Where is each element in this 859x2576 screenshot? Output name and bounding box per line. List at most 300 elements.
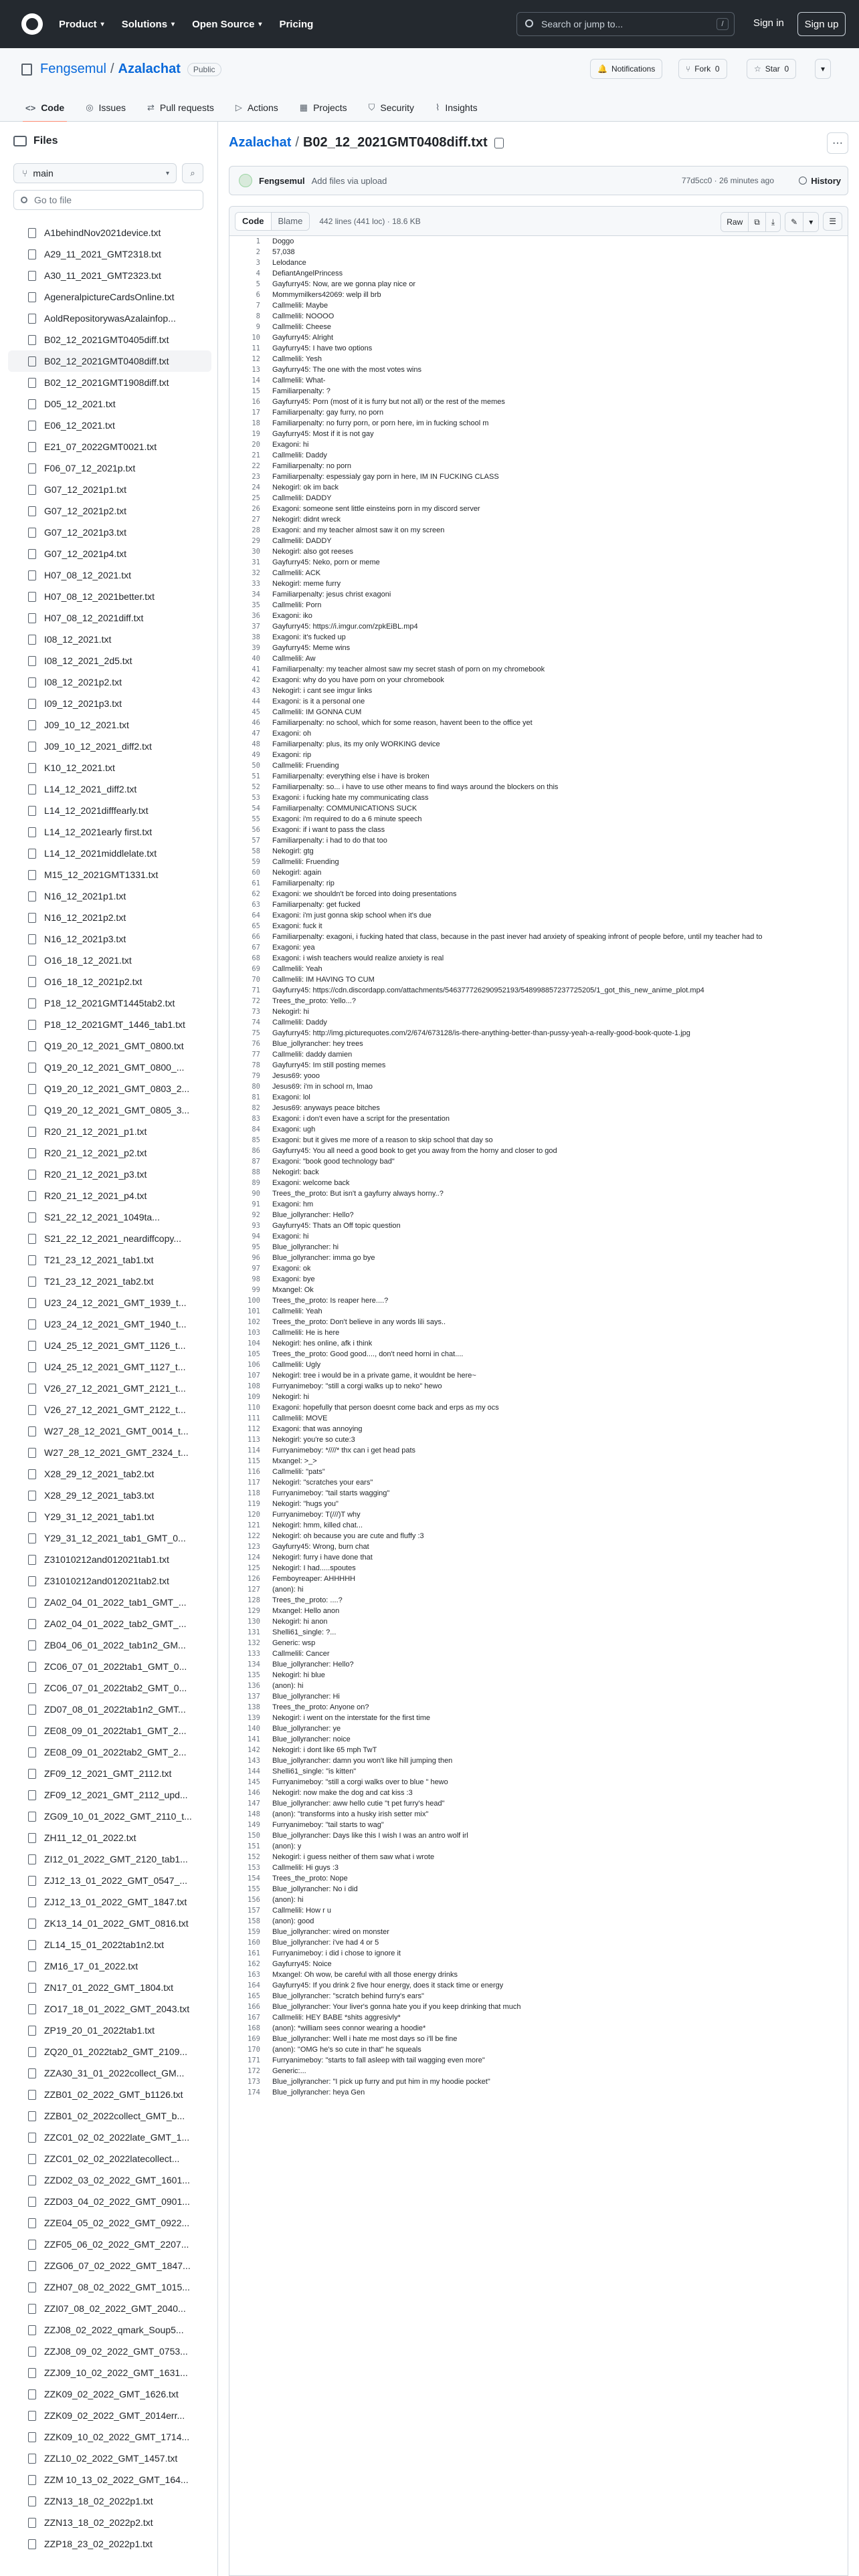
line-number[interactable]: 58: [252, 847, 260, 855]
file-tree-item[interactable]: [8, 714, 211, 736]
line-number[interactable]: 31: [252, 558, 260, 566]
file-tree-item[interactable]: [8, 1848, 211, 1870]
commit-message[interactable]: Add files via upload: [311, 175, 387, 186]
repo-name-link[interactable]: Azalachat: [118, 62, 181, 76]
line-number[interactable]: 92: [252, 1211, 260, 1219]
line-number[interactable]: 96: [252, 1254, 260, 1262]
line-number[interactable]: 64: [252, 911, 260, 920]
file-tree-item[interactable]: [8, 1955, 211, 1977]
file-tree-item[interactable]: [8, 2084, 211, 2105]
nav-open-source[interactable]: Open Source ▾: [192, 18, 262, 30]
file-tree-item[interactable]: [8, 1057, 211, 1078]
nav-pricing[interactable]: Pricing: [279, 18, 314, 30]
file-tree-item[interactable]: [8, 607, 211, 629]
file-tree-item[interactable]: [8, 1677, 211, 1699]
line-number[interactable]: 6: [256, 291, 260, 299]
history-link[interactable]: History: [799, 176, 841, 186]
line-number[interactable]: 35: [252, 601, 260, 609]
line-number[interactable]: 153: [248, 1864, 260, 1872]
file-tree-item[interactable]: [8, 522, 211, 543]
file-tree-item[interactable]: [8, 1185, 211, 1206]
line-number[interactable]: 77: [252, 1051, 260, 1059]
line-number[interactable]: 162: [248, 1960, 260, 1968]
file-tree-item[interactable]: [8, 479, 211, 500]
line-number[interactable]: 46: [252, 719, 260, 727]
file-tree-item[interactable]: [8, 1570, 211, 1592]
commit-author[interactable]: Fengsemul: [259, 175, 305, 186]
line-number[interactable]: 34: [252, 591, 260, 599]
line-number[interactable]: 85: [252, 1136, 260, 1144]
file-tree-item[interactable]: [8, 2234, 211, 2255]
line-number[interactable]: 11: [252, 344, 260, 352]
line-number[interactable]: 8: [256, 312, 260, 320]
line-number[interactable]: 36: [252, 612, 260, 620]
file-tree-item[interactable]: [8, 778, 211, 800]
line-number[interactable]: 137: [248, 1693, 260, 1701]
line-number[interactable]: 102: [248, 1318, 260, 1326]
file-tree-item[interactable]: [8, 1228, 211, 1249]
file-tree-item[interactable]: [8, 1720, 211, 1741]
line-number[interactable]: 32: [252, 569, 260, 577]
sign-up-button[interactable]: Sign up: [797, 12, 846, 36]
line-number[interactable]: 33: [252, 580, 260, 588]
file-tree-item[interactable]: [8, 1164, 211, 1185]
code-view-button[interactable]: Code: [235, 213, 272, 230]
line-number[interactable]: 60: [252, 869, 260, 877]
tab-actions[interactable]: ▷ Actions: [235, 102, 278, 113]
file-tree-item[interactable]: [8, 2426, 211, 2448]
line-number[interactable]: 115: [248, 1457, 260, 1465]
line-number[interactable]: 150: [248, 1832, 260, 1840]
line-number[interactable]: 152: [248, 1853, 260, 1861]
file-tree-item[interactable]: [8, 393, 211, 415]
tab-code[interactable]: <> Code: [17, 94, 72, 122]
line-number[interactable]: 50: [252, 762, 260, 770]
line-number[interactable]: 42: [252, 676, 260, 684]
line-number[interactable]: 122: [248, 1532, 260, 1540]
file-tree-item[interactable]: [8, 2276, 211, 2298]
file-tree-item[interactable]: [8, 500, 211, 522]
line-number[interactable]: 104: [248, 1339, 260, 1348]
line-number[interactable]: 113: [248, 1436, 260, 1444]
line-number[interactable]: 173: [248, 2078, 260, 2086]
line-number[interactable]: 103: [248, 1329, 260, 1337]
line-number[interactable]: 74: [252, 1018, 260, 1027]
file-tree-item[interactable]: [8, 950, 211, 971]
file-tree-item[interactable]: [8, 243, 211, 265]
line-number[interactable]: 84: [252, 1125, 260, 1134]
file-tree-item[interactable]: [8, 1549, 211, 1570]
file-tree-item[interactable]: [8, 1806, 211, 1827]
file-tree-item[interactable]: [8, 1313, 211, 1335]
download-button[interactable]: [766, 213, 780, 231]
file-tree-item[interactable]: [8, 2448, 211, 2469]
line-number[interactable]: 163: [248, 1971, 260, 1979]
line-number[interactable]: 123: [248, 1543, 260, 1551]
line-number[interactable]: 139: [248, 1714, 260, 1722]
file-tree-item[interactable]: [8, 222, 211, 243]
file-tree-item[interactable]: [8, 885, 211, 907]
line-number[interactable]: 62: [252, 890, 260, 898]
line-number[interactable]: 151: [248, 1842, 260, 1850]
line-number[interactable]: 106: [248, 1361, 260, 1369]
file-tree-item[interactable]: [8, 350, 211, 372]
file-tree-item[interactable]: [8, 2469, 211, 2490]
star-dropdown-button[interactable]: [815, 59, 831, 79]
line-number[interactable]: 117: [248, 1479, 260, 1487]
line-number[interactable]: 45: [252, 708, 260, 716]
line-number[interactable]: 5: [256, 280, 260, 288]
line-number[interactable]: 53: [252, 794, 260, 802]
line-number[interactable]: 146: [248, 1789, 260, 1797]
file-tree-item[interactable]: [8, 1763, 211, 1784]
file-tree-item[interactable]: [8, 1784, 211, 1806]
blame-view-button[interactable]: Blame: [272, 213, 310, 230]
tab-insights[interactable]: ⌇ Insights: [435, 102, 478, 113]
fork-button[interactable]: ⑂ Fork 0: [678, 59, 727, 79]
line-number[interactable]: 86: [252, 1147, 260, 1155]
repo-owner-link[interactable]: Fengsemul: [40, 62, 106, 76]
file-tree-item[interactable]: [8, 2169, 211, 2191]
line-number[interactable]: 156: [248, 1896, 260, 1904]
file-tree-item[interactable]: [8, 2041, 211, 2062]
file-tree-item[interactable]: [8, 2212, 211, 2234]
line-number[interactable]: 19: [252, 430, 260, 438]
line-number[interactable]: 98: [252, 1275, 260, 1283]
line-number[interactable]: 128: [248, 1596, 260, 1604]
file-tree-item[interactable]: [8, 2362, 211, 2383]
line-number[interactable]: 57: [252, 837, 260, 845]
line-number[interactable]: 90: [252, 1190, 260, 1198]
line-number[interactable]: 72: [252, 997, 260, 1005]
line-number[interactable]: 94: [252, 1232, 260, 1241]
line-number[interactable]: 130: [248, 1618, 260, 1626]
file-tree-item[interactable]: [8, 629, 211, 650]
line-number[interactable]: 108: [248, 1382, 260, 1390]
file-tree-item[interactable]: [8, 564, 211, 586]
file-tree-item[interactable]: [8, 1827, 211, 1848]
line-number[interactable]: 141: [248, 1735, 260, 1743]
file-tree-item[interactable]: [8, 265, 211, 286]
line-number[interactable]: 67: [252, 944, 260, 952]
line-number[interactable]: 3: [256, 259, 260, 267]
file-tree-item[interactable]: [8, 650, 211, 671]
line-number[interactable]: 1: [256, 237, 260, 245]
file-tree-item[interactable]: [8, 2127, 211, 2148]
line-number[interactable]: 95: [252, 1243, 260, 1251]
line-number[interactable]: 61: [252, 879, 260, 887]
file-tree-item[interactable]: [8, 671, 211, 693]
more-options-button[interactable]: [827, 132, 848, 154]
file-tree-item[interactable]: [8, 1142, 211, 1164]
line-number[interactable]: 25: [252, 494, 260, 502]
nav-product[interactable]: Product ▾: [59, 18, 104, 30]
file-tree-item[interactable]: [8, 436, 211, 457]
copy-path-icon[interactable]: [494, 138, 504, 148]
line-number[interactable]: 12: [252, 355, 260, 363]
line-number[interactable]: 147: [248, 1800, 260, 1808]
line-number[interactable]: 69: [252, 965, 260, 973]
file-tree-item[interactable]: [8, 2255, 211, 2276]
line-number[interactable]: 118: [248, 1489, 260, 1497]
line-number[interactable]: 4: [256, 270, 260, 278]
line-number[interactable]: 112: [248, 1425, 260, 1433]
line-number[interactable]: 149: [248, 1821, 260, 1829]
branch-selector[interactable]: ⑂ main ▾: [13, 163, 177, 183]
line-number[interactable]: 17: [252, 409, 260, 417]
line-number[interactable]: 109: [248, 1393, 260, 1401]
line-number[interactable]: 155: [248, 1885, 260, 1893]
line-number[interactable]: 63: [252, 901, 260, 909]
line-number[interactable]: 15: [252, 387, 260, 395]
file-tree-item[interactable]: [8, 1420, 211, 1442]
line-number[interactable]: 145: [248, 1778, 260, 1786]
file-tree-item[interactable]: [8, 2105, 211, 2127]
file-tree-item[interactable]: [8, 1485, 211, 1506]
line-number[interactable]: 142: [248, 1746, 260, 1754]
line-number[interactable]: 127: [248, 1586, 260, 1594]
line-number[interactable]: 73: [252, 1008, 260, 1016]
file-tree-item[interactable]: [8, 2298, 211, 2319]
line-number[interactable]: 120: [248, 1511, 260, 1519]
line-number[interactable]: 125: [248, 1564, 260, 1572]
line-number[interactable]: 18: [252, 419, 260, 427]
file-tree-item[interactable]: [8, 843, 211, 864]
file-tree-item[interactable]: [8, 992, 211, 1014]
line-number[interactable]: 76: [252, 1040, 260, 1048]
search-input[interactable]: [516, 12, 735, 36]
breadcrumb-repo-link[interactable]: Azalachat: [229, 135, 292, 150]
file-tree-item[interactable]: [8, 1399, 211, 1420]
file-tree-item[interactable]: [8, 1699, 211, 1720]
line-number[interactable]: 116: [248, 1468, 260, 1476]
line-number[interactable]: 22: [252, 462, 260, 470]
github-logo-icon[interactable]: [21, 13, 43, 35]
line-number[interactable]: 132: [248, 1639, 260, 1647]
file-tree-item[interactable]: [8, 1078, 211, 1099]
line-number[interactable]: 143: [248, 1757, 260, 1765]
file-tree-item[interactable]: [8, 2319, 211, 2341]
line-number[interactable]: 28: [252, 526, 260, 534]
line-number[interactable]: 169: [248, 2035, 260, 2043]
line-number[interactable]: 27: [252, 516, 260, 524]
file-tree-item[interactable]: [8, 2062, 211, 2084]
line-number[interactable]: 56: [252, 826, 260, 834]
line-number[interactable]: 89: [252, 1179, 260, 1187]
line-number[interactable]: 23: [252, 473, 260, 481]
line-number[interactable]: 159: [248, 1928, 260, 1936]
line-number[interactable]: 119: [248, 1500, 260, 1508]
line-number[interactable]: 114: [248, 1446, 260, 1455]
sign-in-link[interactable]: Sign in: [753, 17, 784, 29]
file-tree-item[interactable]: [8, 864, 211, 885]
file-tree-item[interactable]: [8, 800, 211, 821]
file-tree-item[interactable]: [8, 907, 211, 928]
line-number[interactable]: 21: [252, 451, 260, 459]
file-tree-item[interactable]: [8, 1592, 211, 1613]
file-tree-item[interactable]: [8, 1634, 211, 1656]
file-tree-item[interactable]: [8, 2341, 211, 2362]
line-number[interactable]: 165: [248, 1992, 260, 2000]
line-number[interactable]: 43: [252, 687, 260, 695]
line-number[interactable]: 136: [248, 1682, 260, 1690]
raw-button[interactable]: Raw: [721, 213, 749, 231]
line-number[interactable]: 82: [252, 1104, 260, 1112]
file-tree-item[interactable]: [8, 329, 211, 350]
line-number[interactable]: 59: [252, 858, 260, 866]
star-button[interactable]: ☆ Star 0: [747, 59, 796, 79]
line-number[interactable]: 144: [248, 1767, 260, 1776]
line-number[interactable]: 47: [252, 730, 260, 738]
line-number[interactable]: 164: [248, 1981, 260, 1990]
notifications-button[interactable]: 🔔 Notifications: [590, 59, 662, 79]
file-tree-item[interactable]: [8, 1741, 211, 1763]
line-number[interactable]: 157: [248, 1907, 260, 1915]
file-tree-item[interactable]: [8, 1271, 211, 1292]
line-number[interactable]: 55: [252, 815, 260, 823]
line-number[interactable]: 131: [248, 1628, 260, 1636]
line-number[interactable]: 134: [248, 1660, 260, 1669]
file-tree-item[interactable]: [8, 1442, 211, 1463]
line-number[interactable]: 171: [248, 2056, 260, 2064]
line-number[interactable]: 99: [252, 1286, 260, 1294]
line-number[interactable]: 154: [248, 1874, 260, 1883]
tab-security[interactable]: ⛉ Security: [368, 102, 414, 113]
file-tree-item[interactable]: [8, 1206, 211, 1228]
file-tree-item[interactable]: [8, 308, 211, 329]
file-tree-item[interactable]: [8, 1891, 211, 1913]
go-to-file-input[interactable]: Go to file: [13, 190, 203, 210]
file-tree-item[interactable]: [8, 286, 211, 308]
line-number[interactable]: 54: [252, 804, 260, 813]
edit-dropdown-button[interactable]: [803, 213, 818, 231]
line-number[interactable]: 37: [252, 623, 260, 631]
file-tree-item[interactable]: [8, 2148, 211, 2169]
file-tree-item[interactable]: [8, 1099, 211, 1121]
line-number[interactable]: 124: [248, 1553, 260, 1562]
line-number[interactable]: 101: [248, 1307, 260, 1315]
file-tree-item[interactable]: [8, 1913, 211, 1934]
file-tree-item[interactable]: [8, 2191, 211, 2212]
line-number[interactable]: 135: [248, 1671, 260, 1679]
line-number[interactable]: 7: [256, 302, 260, 310]
file-tree-item[interactable]: [8, 1356, 211, 1378]
line-number[interactable]: 38: [252, 633, 260, 641]
file-tree-item[interactable]: [8, 1378, 211, 1399]
file-tree-item[interactable]: [8, 415, 211, 436]
search-files-button[interactable]: [182, 163, 203, 183]
file-tree-item[interactable]: [8, 1014, 211, 1035]
line-number[interactable]: 78: [252, 1061, 260, 1069]
symbols-panel-button[interactable]: [823, 212, 842, 231]
line-number[interactable]: 174: [248, 2088, 260, 2097]
line-number[interactable]: 133: [248, 1650, 260, 1658]
line-number[interactable]: 9: [256, 323, 260, 331]
file-tree-item[interactable]: [8, 736, 211, 757]
file-tree-item[interactable]: [8, 1613, 211, 1634]
file-tree-item[interactable]: [8, 1463, 211, 1485]
line-number[interactable]: 65: [252, 922, 260, 930]
line-number[interactable]: 75: [252, 1029, 260, 1037]
file-tree-item[interactable]: [8, 693, 211, 714]
file-tree-item[interactable]: [8, 2533, 211, 2555]
line-number[interactable]: 121: [248, 1521, 260, 1529]
line-number[interactable]: 111: [248, 1414, 260, 1422]
line-number[interactable]: 158: [248, 1917, 260, 1925]
file-tree-item[interactable]: [8, 372, 211, 393]
line-number[interactable]: 16: [252, 398, 260, 406]
file-tree-item[interactable]: [8, 1121, 211, 1142]
line-number[interactable]: 30: [252, 548, 260, 556]
line-number[interactable]: 93: [252, 1222, 260, 1230]
file-tree-item[interactable]: [8, 543, 211, 564]
edit-button[interactable]: [785, 213, 803, 231]
line-number[interactable]: 44: [252, 697, 260, 706]
tab-projects[interactable]: ▦ Projects: [299, 102, 347, 113]
file-tree-item[interactable]: [8, 1335, 211, 1356]
line-number[interactable]: 91: [252, 1200, 260, 1208]
line-number[interactable]: 97: [252, 1265, 260, 1273]
line-number[interactable]: 48: [252, 740, 260, 748]
line-number[interactable]: 66: [252, 933, 260, 941]
file-tree-item[interactable]: [8, 586, 211, 607]
line-number[interactable]: 40: [252, 655, 260, 663]
nav-solutions[interactable]: Solutions ▾: [121, 18, 175, 30]
line-number[interactable]: 68: [252, 954, 260, 962]
file-tree-item[interactable]: [8, 1292, 211, 1313]
line-number[interactable]: 24: [252, 484, 260, 492]
line-number[interactable]: 105: [248, 1350, 260, 1358]
file-tree-item[interactable]: [8, 2405, 211, 2426]
file-tree-item[interactable]: [8, 1249, 211, 1271]
line-number[interactable]: 13: [252, 366, 260, 374]
file-tree-item[interactable]: [8, 1934, 211, 1955]
line-number[interactable]: 83: [252, 1115, 260, 1123]
line-number[interactable]: 51: [252, 772, 260, 780]
file-tree-item[interactable]: [8, 1527, 211, 1549]
line-number[interactable]: 170: [248, 2046, 260, 2054]
file-tree-item[interactable]: [8, 457, 211, 479]
line-number[interactable]: 140: [248, 1725, 260, 1733]
avatar[interactable]: [239, 174, 252, 187]
line-number[interactable]: 88: [252, 1168, 260, 1176]
line-number[interactable]: 70: [252, 976, 260, 984]
file-tree-item[interactable]: [8, 1035, 211, 1057]
line-number[interactable]: 10: [252, 334, 260, 342]
file-tree-item[interactable]: [8, 2020, 211, 2041]
file-tree-item[interactable]: [8, 1977, 211, 1998]
line-number[interactable]: 167: [248, 2014, 260, 2022]
line-number[interactable]: 148: [248, 1810, 260, 1818]
file-tree-item[interactable]: [8, 757, 211, 778]
line-number[interactable]: 129: [248, 1607, 260, 1615]
line-number[interactable]: 80: [252, 1083, 260, 1091]
file-tree-item[interactable]: [8, 1870, 211, 1891]
line-number[interactable]: 49: [252, 751, 260, 759]
line-number[interactable]: 100: [248, 1297, 260, 1305]
line-number[interactable]: 126: [248, 1575, 260, 1583]
file-tree-item[interactable]: [8, 821, 211, 843]
line-number[interactable]: 39: [252, 644, 260, 652]
line-number[interactable]: 52: [252, 783, 260, 791]
line-number[interactable]: 166: [248, 2003, 260, 2011]
line-number[interactable]: 29: [252, 537, 260, 545]
line-number[interactable]: 110: [248, 1404, 260, 1412]
line-number[interactable]: 26: [252, 505, 260, 513]
sidebar-collapse-icon[interactable]: [13, 136, 27, 146]
file-tree-item[interactable]: [8, 1998, 211, 2020]
file-tree-item[interactable]: [8, 1506, 211, 1527]
